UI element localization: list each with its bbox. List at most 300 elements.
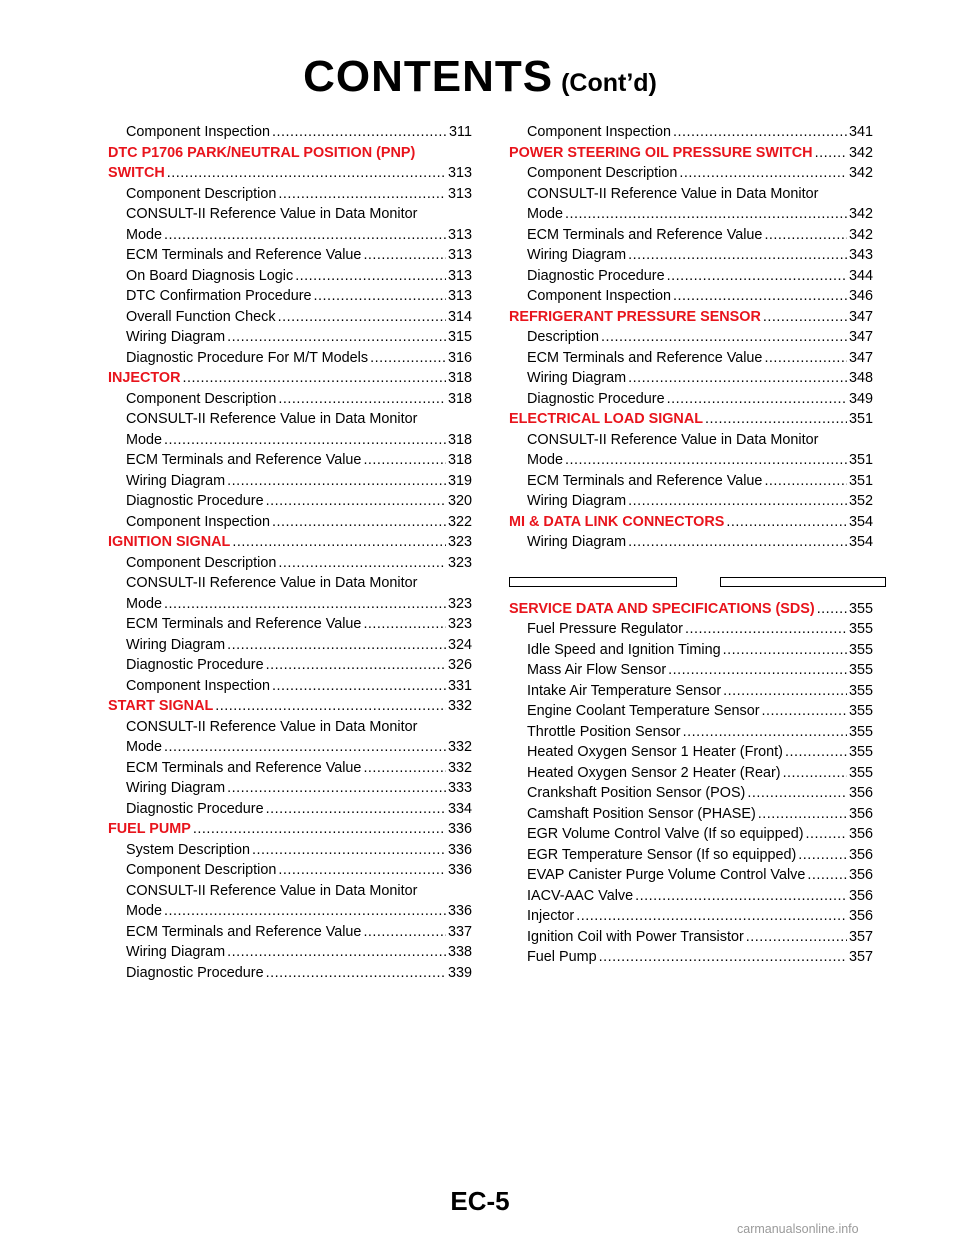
- entry-label: Wiring Diagram: [527, 247, 627, 263]
- dot-leader: [363, 614, 446, 635]
- toc-subentry[interactable]: [108, 266, 472, 287]
- toc-entry-line: [108, 573, 472, 594]
- page-title: [0, 52, 960, 102]
- separator-box-left: [509, 577, 677, 587]
- entry-label: Component Inspection: [126, 124, 270, 140]
- dot-leader: [215, 696, 446, 717]
- toc-section-entry[interactable]: [509, 307, 873, 328]
- entry-label: System Description: [126, 841, 250, 858]
- entry-label: REFRIGERANT PRESSURE SENSOR: [509, 308, 761, 325]
- entry-label: DTC P1706 PARK/NEUTRAL POSITION (PNP): [108, 144, 416, 161]
- dot-leader: [183, 368, 446, 389]
- entry-label: Camshaft Position Sensor (PHASE): [527, 805, 756, 822]
- dot-leader: [762, 701, 847, 722]
- entry-page-number: 351: [848, 452, 873, 468]
- entry-label: Wiring Diagram: [527, 370, 627, 386]
- dot-leader: [764, 225, 847, 246]
- toc-subentry[interactable]: [509, 619, 873, 640]
- entry-label: Diagnostic Procedure: [126, 964, 264, 981]
- toc-subentry[interactable]: [509, 722, 873, 743]
- entry-page-number: 355: [848, 723, 873, 740]
- entry-label: CONSULT-II Reference Value in Data Monitor: [126, 206, 418, 222]
- entry-label: Wiring Diagram: [126, 329, 226, 345]
- toc-subentry[interactable]: [509, 245, 873, 266]
- entry-label: ECM Terminals and Reference Value: [527, 349, 763, 366]
- entry-page-number: 313: [447, 288, 472, 304]
- entry-label: Mass Air Flow Sensor: [527, 662, 667, 678]
- entry-page-number: 313: [447, 226, 472, 243]
- toc-subentry[interactable]: [108, 286, 472, 307]
- entry-page-number: 338: [447, 944, 472, 960]
- entry-page-number: 316: [447, 349, 472, 366]
- entry-label: Diagnostic Procedure: [527, 390, 665, 407]
- entry-page-number: 332: [447, 739, 472, 755]
- separator-box-right: [720, 577, 886, 587]
- toc-subentry[interactable]: [509, 327, 873, 348]
- dot-leader: [635, 886, 847, 907]
- entry-label: Mode: [527, 206, 563, 222]
- title-subtitle: (Cont’d): [561, 69, 657, 97]
- entry-page-number: 333: [447, 780, 472, 796]
- entry-page-number: 341: [848, 124, 873, 140]
- toc-subentry[interactable]: [509, 286, 873, 307]
- entry-label: Wiring Diagram: [126, 636, 226, 653]
- entry-label: Wiring Diagram: [527, 534, 627, 550]
- entry-page-number: 356: [848, 846, 873, 863]
- dot-leader: [685, 619, 847, 640]
- dot-leader: [723, 640, 847, 661]
- entry-page-number: 326: [447, 657, 472, 673]
- toc-subentry[interactable]: [509, 471, 873, 492]
- entry-label: CONSULT-II Reference Value in Data Monitor: [126, 718, 418, 735]
- entry-page-number: 337: [447, 923, 472, 940]
- dot-leader: [599, 947, 847, 968]
- entry-label: Intake Air Temperature Sensor: [527, 682, 722, 699]
- toc-subentry[interactable]: [108, 778, 472, 799]
- toc-subentry[interactable]: [108, 184, 472, 205]
- toc-entry-line: [108, 143, 472, 164]
- entry-page-number: 342: [848, 165, 873, 181]
- entry-page-number: 311: [449, 124, 472, 140]
- entry-page-number: 346: [848, 288, 873, 304]
- dot-leader: [363, 922, 446, 943]
- entry-label: Wiring Diagram: [126, 472, 226, 489]
- entry-page-number: 318: [447, 370, 472, 386]
- entry-label: SERVICE DATA AND SPECIFICATIONS (SDS): [509, 600, 815, 617]
- entry-page-number: 332: [447, 698, 472, 714]
- entry-label: Mode: [126, 431, 162, 448]
- toc-subentry[interactable]: [509, 122, 873, 143]
- toc-subentry[interactable]: [108, 901, 472, 922]
- toc-subentry[interactable]: [108, 348, 472, 369]
- dot-leader: [363, 758, 446, 779]
- entry-label: Heated Oxygen Sensor 1 Heater (Front): [527, 744, 783, 760]
- dot-leader: [673, 286, 847, 307]
- dot-leader: [164, 430, 446, 451]
- dot-leader: [227, 471, 446, 492]
- page-number: EC-5: [450, 1186, 510, 1216]
- dot-leader: [363, 450, 446, 471]
- dot-leader: [278, 307, 446, 328]
- entry-page-number: 354: [848, 513, 873, 530]
- entry-label: MI & DATA LINK CONNECTORS: [509, 513, 725, 530]
- dot-leader: [227, 942, 446, 963]
- entry-label: Component Description: [126, 390, 277, 407]
- entry-page-number: 347: [848, 349, 873, 366]
- dot-leader: [266, 491, 446, 512]
- dot-leader: [278, 553, 446, 574]
- entry-label: ECM Terminals and Reference Value: [126, 247, 362, 263]
- entry-page-number: 323: [447, 616, 472, 632]
- entry-label: Mode: [126, 739, 162, 755]
- entry-label: On Board Diagnosis Logic: [126, 267, 294, 284]
- dot-leader: [807, 865, 847, 886]
- dot-leader: [763, 307, 847, 328]
- entry-label: Component Inspection: [126, 677, 270, 694]
- dot-leader: [764, 471, 847, 492]
- toc-subentry[interactable]: [108, 389, 472, 410]
- entry-page-number: 324: [447, 636, 472, 653]
- entry-page-number: 347: [848, 329, 873, 345]
- toc-subentry[interactable]: [108, 245, 472, 266]
- entry-page-number: 313: [447, 267, 472, 284]
- entry-label: ECM Terminals and Reference Value: [126, 452, 362, 468]
- entry-label: DTC Confirmation Procedure: [126, 288, 312, 304]
- entry-label: Diagnostic Procedure For M/T Models: [126, 349, 369, 366]
- entry-page-number: 347: [848, 308, 873, 325]
- dot-leader: [683, 722, 847, 743]
- entry-page-number: 355: [848, 764, 873, 781]
- entry-page-number: 352: [848, 493, 873, 509]
- toc-subentry[interactable]: [509, 348, 873, 369]
- entry-label: EVAP Canister Purge Volume Control Valve: [527, 867, 806, 883]
- dot-leader: [164, 594, 446, 615]
- entry-label: Fuel Pump: [527, 949, 597, 965]
- entry-label: Mode: [126, 595, 162, 612]
- dot-leader: [705, 409, 847, 430]
- dot-leader: [193, 819, 446, 840]
- dot-leader: [679, 163, 847, 184]
- toc-subentry[interactable]: [509, 389, 873, 410]
- toc-subentry[interactable]: [509, 804, 873, 825]
- entry-page-number: 355: [848, 703, 873, 719]
- entry-label: POWER STEERING OIL PRESSURE SWITCH: [509, 144, 813, 161]
- entry-label: Injector: [527, 908, 575, 924]
- entry-page-number: 336: [447, 903, 472, 919]
- entry-page-number: 318: [447, 431, 472, 448]
- entry-page-number: 315: [447, 329, 472, 345]
- dot-leader: [673, 122, 847, 143]
- toc-subentry[interactable]: [509, 824, 873, 845]
- entry-label: FUEL PUMP: [108, 821, 191, 837]
- entry-page-number: 336: [447, 862, 472, 878]
- toc-subentry[interactable]: [108, 307, 472, 328]
- entry-page-number: 313: [447, 185, 472, 202]
- entry-page-number: 343: [848, 247, 873, 263]
- entry-label: START SIGNAL: [108, 698, 214, 714]
- dot-leader: [227, 635, 446, 656]
- entry-label: Engine Coolant Temperature Sensor: [527, 703, 760, 719]
- dot-leader: [628, 245, 847, 266]
- entry-page-number: 349: [848, 390, 873, 407]
- dot-leader: [164, 901, 446, 922]
- entry-label: Component Description: [126, 862, 277, 878]
- entry-page-number: 323: [447, 595, 472, 612]
- dot-leader: [628, 368, 847, 389]
- toc-subentry[interactable]: [509, 368, 873, 389]
- toc-subentry[interactable]: [108, 450, 472, 471]
- dot-leader: [232, 532, 446, 553]
- entry-page-number: 342: [848, 206, 873, 222]
- toc-subentry[interactable]: [509, 763, 873, 784]
- dot-leader: [314, 286, 446, 307]
- toc-subentry[interactable]: [509, 660, 873, 681]
- toc-subentry[interactable]: [509, 865, 873, 886]
- dot-leader: [266, 963, 446, 984]
- entry-label: Component Description: [126, 185, 277, 202]
- entry-label: ECM Terminals and Reference Value: [126, 923, 362, 940]
- toc-subentry[interactable]: [108, 512, 472, 533]
- entry-label: Component Description: [527, 165, 678, 181]
- toc-subentry[interactable]: [509, 640, 873, 661]
- dot-leader: [758, 804, 847, 825]
- toc-subentry[interactable]: [108, 922, 472, 943]
- dot-leader: [266, 655, 446, 676]
- entry-label: Component Inspection: [126, 513, 270, 530]
- entry-page-number: 356: [848, 826, 873, 842]
- entry-label: IGNITION SIGNAL: [108, 534, 231, 550]
- entry-label: Component Description: [126, 554, 277, 571]
- dot-leader: [164, 737, 446, 758]
- entry-label: INJECTOR: [108, 370, 181, 386]
- entry-label: CONSULT-II Reference Value in Data Monitor: [126, 411, 418, 427]
- toc-subentry[interactable]: [509, 681, 873, 702]
- toc-subentry[interactable]: [108, 471, 472, 492]
- entry-label: Diagnostic Procedure: [126, 800, 264, 817]
- entry-label: Mode: [126, 226, 162, 243]
- toc-subentry[interactable]: [108, 553, 472, 574]
- dot-leader: [565, 450, 847, 471]
- toc-subentry[interactable]: [509, 947, 873, 968]
- entry-label: Wiring Diagram: [527, 493, 627, 509]
- toc-section-entry[interactable]: [108, 819, 472, 840]
- toc-right-column: [509, 122, 873, 968]
- entry-label: Ignition Coil with Power Transistor: [527, 928, 744, 945]
- toc-subentry[interactable]: [108, 737, 472, 758]
- toc-subentry[interactable]: [509, 783, 873, 804]
- dot-leader: [370, 348, 446, 369]
- dot-leader: [806, 824, 847, 845]
- entry-label: Heated Oxygen Sensor 2 Heater (Rear): [527, 764, 781, 781]
- entry-page-number: 355: [848, 744, 873, 760]
- entry-label: Overall Function Check: [126, 308, 276, 325]
- entry-page-number: 331: [447, 677, 472, 694]
- toc-section-entry[interactable]: [108, 163, 472, 184]
- entry-page-number: 348: [848, 370, 873, 386]
- entry-label: Diagnostic Procedure: [126, 493, 264, 509]
- entry-page-number: 357: [848, 949, 873, 965]
- entry-page-number: 334: [447, 800, 472, 817]
- toc-subentry[interactable]: [108, 635, 472, 656]
- entry-label: Component Inspection: [527, 288, 671, 304]
- toc-subentry[interactable]: [509, 906, 873, 927]
- entry-page-number: 344: [848, 267, 873, 284]
- dot-leader: [295, 266, 446, 287]
- entry-label: ECM Terminals and Reference Value: [527, 472, 763, 489]
- entry-page-number: 355: [848, 600, 873, 617]
- entry-page-number: 332: [447, 759, 472, 776]
- toc-subentry[interactable]: [108, 676, 472, 697]
- toc-section-entry[interactable]: [108, 696, 472, 717]
- entry-label: Diagnostic Procedure: [126, 657, 264, 673]
- toc-subentry[interactable]: [108, 327, 472, 348]
- toc-subentry[interactable]: [509, 886, 873, 907]
- toc-section-entry[interactable]: [509, 143, 873, 164]
- dot-leader: [167, 163, 446, 184]
- entry-page-number: 336: [447, 841, 472, 858]
- dot-leader: [565, 204, 847, 225]
- toc-section-entry[interactable]: [108, 532, 472, 553]
- entry-page-number: 355: [848, 682, 873, 699]
- entry-page-number: 323: [447, 554, 472, 571]
- entry-label: Fuel Pressure Regulator: [527, 621, 683, 637]
- entry-page-number: 336: [447, 821, 472, 837]
- entry-page-number: 313: [447, 165, 472, 181]
- entry-label: Throttle Position Sensor: [527, 723, 681, 740]
- toc-subentry[interactable]: [509, 450, 873, 471]
- toc-entry-line: [108, 204, 472, 225]
- dot-leader: [278, 389, 446, 410]
- entry-page-number: 356: [848, 867, 873, 883]
- entry-label: EGR Temperature Sensor (If so equipped): [527, 846, 797, 863]
- entry-label: Component Inspection: [527, 124, 671, 140]
- toc-entry-line: [108, 881, 472, 902]
- toc-subentry[interactable]: [509, 742, 873, 763]
- toc-subentry[interactable]: [108, 430, 472, 451]
- dot-leader: [746, 927, 847, 948]
- entry-label: Crankshaft Position Sensor (POS): [527, 785, 746, 801]
- dot-leader: [667, 389, 847, 410]
- dot-leader: [272, 122, 447, 143]
- toc-subentry[interactable]: [108, 942, 472, 963]
- entry-label: Mode: [126, 903, 162, 919]
- dot-leader: [272, 676, 446, 697]
- dot-leader: [601, 327, 847, 348]
- watermark: carmanualsonline.info: [737, 1222, 859, 1236]
- entry-page-number: 356: [848, 908, 873, 924]
- toc-section-entry[interactable]: [509, 599, 873, 620]
- toc-section-entry[interactable]: [509, 409, 873, 430]
- entry-label: CONSULT-II Reference Value in Data Monitor: [126, 575, 418, 591]
- entry-page-number: 319: [447, 472, 472, 489]
- entry-page-number: 351: [848, 472, 873, 489]
- dot-leader: [785, 742, 847, 763]
- dot-leader: [278, 860, 446, 881]
- dot-leader: [278, 184, 446, 205]
- entry-page-number: 342: [848, 144, 873, 161]
- toc-section-entry[interactable]: [509, 512, 873, 533]
- entry-label: ELECTRICAL LOAD SIGNAL: [509, 411, 704, 427]
- toc-subentry[interactable]: [509, 845, 873, 866]
- dot-leader: [227, 778, 446, 799]
- dot-leader: [798, 845, 847, 866]
- toc-subentry[interactable]: [108, 225, 472, 246]
- toc-subentry[interactable]: [108, 840, 472, 861]
- toc-subentry[interactable]: [108, 799, 472, 820]
- entry-page-number: 313: [447, 247, 472, 263]
- entry-page-number: 318: [447, 390, 472, 407]
- entry-label: CONSULT-II Reference Value in Data Monitor: [126, 882, 418, 899]
- toc-section-entry[interactable]: [108, 368, 472, 389]
- toc-subentry[interactable]: [509, 163, 873, 184]
- entry-page-number: 355: [848, 621, 873, 637]
- dot-leader: [783, 763, 847, 784]
- entry-page-number: 318: [447, 452, 472, 468]
- entry-label: ECM Terminals and Reference Value: [126, 616, 362, 632]
- toc-subentry[interactable]: [108, 860, 472, 881]
- toc-subentry[interactable]: [509, 266, 873, 287]
- dot-leader: [667, 266, 847, 287]
- dot-leader: [164, 225, 446, 246]
- toc-subentry[interactable]: [509, 701, 873, 722]
- dot-leader: [726, 512, 847, 533]
- entry-page-number: 320: [447, 493, 472, 509]
- entry-label: EGR Volume Control Valve (If so equipped): [527, 826, 804, 842]
- entry-label: Idle Speed and Ignition Timing: [527, 641, 721, 658]
- dot-leader: [252, 840, 446, 861]
- entry-label: SWITCH: [108, 165, 165, 181]
- entry-page-number: 355: [848, 641, 873, 658]
- entry-label: Wiring Diagram: [126, 780, 226, 796]
- entry-label: CONSULT-II Reference Value in Data Monitor: [527, 185, 819, 202]
- entry-page-number: 351: [848, 411, 873, 427]
- toc-subentry[interactable]: [509, 204, 873, 225]
- toc-subentry[interactable]: [108, 122, 472, 143]
- toc-entry-line: [108, 717, 472, 738]
- dot-leader: [363, 245, 446, 266]
- dot-leader: [723, 681, 847, 702]
- entry-page-number: 323: [447, 534, 472, 550]
- toc-subentry[interactable]: [108, 614, 472, 635]
- dot-leader: [747, 783, 847, 804]
- dot-leader: [266, 799, 446, 820]
- dot-leader: [272, 512, 446, 533]
- entry-page-number: 354: [848, 534, 873, 550]
- entry-label: Mode: [527, 452, 563, 468]
- section-separator: [509, 565, 873, 599]
- entry-page-number: 356: [848, 805, 873, 822]
- toc-entry-line: [509, 184, 873, 205]
- dot-leader: [576, 906, 847, 927]
- toc-left-column: [108, 122, 472, 983]
- toc-subentry[interactable]: [509, 927, 873, 948]
- toc-entry-line: [509, 430, 873, 451]
- toc-subentry[interactable]: [108, 758, 472, 779]
- toc-subentry[interactable]: [108, 491, 472, 512]
- toc-subentry[interactable]: [108, 963, 472, 984]
- toc-subentry[interactable]: [509, 491, 873, 512]
- toc-subentry[interactable]: [509, 532, 873, 553]
- toc-subentry[interactable]: [108, 594, 472, 615]
- entry-label: Description: [527, 329, 599, 345]
- toc-subentry[interactable]: [509, 225, 873, 246]
- dot-leader: [764, 348, 847, 369]
- dot-leader: [628, 532, 847, 553]
- entry-page-number: 322: [447, 513, 472, 530]
- toc-entry-line: [108, 409, 472, 430]
- entry-page-number: 355: [848, 662, 873, 678]
- toc-subentry[interactable]: [108, 655, 472, 676]
